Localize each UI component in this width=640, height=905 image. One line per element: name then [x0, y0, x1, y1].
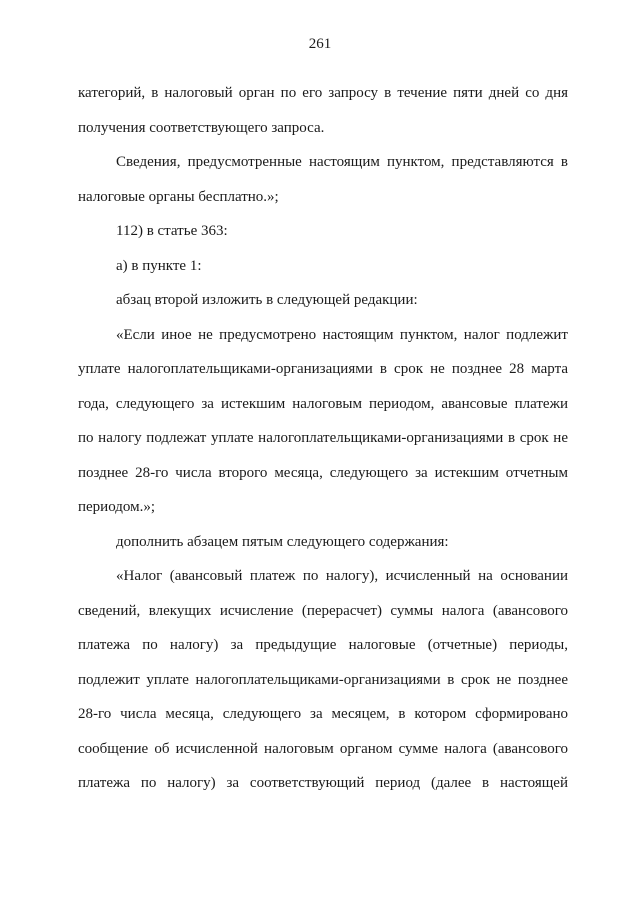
text-line: дополнить абзацем пятым следующего содержания: — [116, 533, 449, 550]
text-line: сведений, влекущих исчисление (перерасчет) суммы налога (авансового — [78, 602, 568, 619]
paragraph-add-fifth-clause — [78, 525, 568, 560]
text-line: подлежит уплате налогоплательщиками-организациями в срок не позднее — [78, 671, 568, 688]
page-number: 261 — [308, 36, 332, 52]
document-body — [78, 76, 568, 801]
paragraph-fifth-clause-text — [78, 559, 568, 801]
text-line: позднее 28-го числа второго месяца, следующего за истекшим отчетным — [78, 464, 568, 481]
text-line: а) в пункте 1: — [116, 257, 202, 274]
text-line: сообщение об исчисленной налоговым органом сумме налога (авансового — [78, 740, 568, 757]
text-line: «Если иное не предусмотрено настоящим пунктом, налог подлежит — [116, 326, 568, 343]
text-line: категорий, в налоговый орган по его запросу в течение пяти дней со дня — [78, 85, 568, 101]
paragraph-second-clause-wording — [78, 283, 568, 318]
text-line: по налогу подлежат уплате налогоплательщиками-организациями в срок не — [78, 430, 568, 446]
text-line: периодом.»; — [78, 499, 156, 515]
paragraph-free-of-charge — [78, 145, 568, 214]
text-line: платежа по налогу) за предыдущие налоговые (отчетные) периоды, — [78, 637, 568, 653]
text-line: «Налог (авансовый платеж по налогу), исчисленный на основании — [116, 568, 568, 584]
text-line: уплате налогоплательщиками-организациями в срок не позднее 28 марта — [78, 361, 568, 377]
text-line: платежа по налогу) за соответствующий период (далее в настоящей — [78, 775, 568, 791]
paragraph-point-1 — [78, 249, 568, 284]
text-line: 28-го числа месяца, следующего за месяцем, в котором сформировано — [78, 706, 568, 722]
text-line: налоговые органы бесплатно.»; — [78, 188, 279, 205]
paragraph-continuation — [78, 76, 568, 145]
text-line: получения соответствующего запроса. — [78, 119, 325, 136]
text-line: 112) в статье 363: — [116, 223, 228, 239]
text-line: года, следующего за истекшим налоговым периодом, авансовые платежи — [78, 395, 568, 412]
text-line: абзац второй изложить в следующей редакции: — [116, 292, 418, 308]
text-line: Сведения, предусмотренные настоящим пунктом, представляются в — [116, 154, 568, 170]
paragraph-tax-deadline — [78, 318, 568, 525]
paragraph-article-363 — [78, 214, 568, 249]
